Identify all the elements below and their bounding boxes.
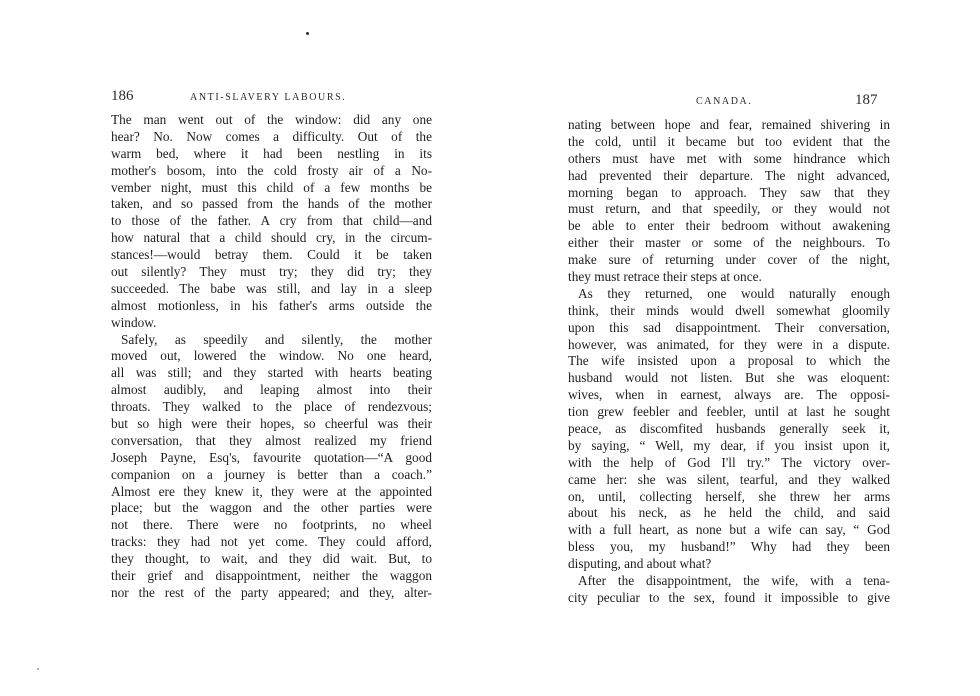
text-line: taken, and so passed from the hands of the mother (111, 196, 432, 212)
text-line: nating between hope and fear, remained shivering in (568, 117, 890, 132)
text-line: almost motionless, in his father's arms outside the (111, 297, 432, 313)
text-line: either their master or some of the neighbours. To (568, 235, 890, 251)
text-line: by saying, “ Well, my dear, if you insist upon it, (568, 437, 890, 453)
text-line: make sure of returning under cover of the night, (568, 252, 890, 268)
text-line: Joseph Payne, Esq's, favourite quotation—“A good (111, 449, 432, 465)
text-line: out silently? They must try; they did try; they (111, 264, 432, 280)
text-line: The wife insisted upon a proposal to which the (568, 353, 890, 369)
text-line: place; but the waggon and the other parties were (111, 500, 432, 516)
text-line: how natural that a child should cry, in the circum- (111, 230, 432, 246)
text-line: moved out, lowered the window. No one heard, (111, 348, 432, 364)
text-line: almost audibly, and leaping almost into their (111, 382, 432, 398)
text-line: mother's bosom, into the cold frosty air of a No- (111, 162, 432, 178)
text-line: stances!—would betray them. Could it be taken (111, 247, 432, 263)
left-running-head: ANTI-SLAVERY LABOURS. (190, 92, 347, 103)
text-line: about his neck, as he held the child, and said (568, 505, 890, 521)
text-line: came her: she was silent, tearful, and they walked (568, 471, 890, 487)
scan-speck (37, 668, 39, 670)
right-running-head: CANADA. (696, 96, 753, 107)
text-line: wives, when in earnest, always are. The opposi- (568, 387, 890, 403)
left-body-text (111, 112, 432, 602)
text-line: window. (111, 314, 157, 330)
left-page-number: 186 (111, 88, 134, 104)
text-line: Safely, as speedily and silently, the mother (121, 331, 432, 347)
right-page-number: 187 (855, 92, 878, 108)
text-line: bless you, my husband!” Why had they been (568, 539, 890, 555)
text-line: be able to enter their bedroom without awakening (568, 218, 890, 234)
text-line: As they returned, one would naturally enough (578, 285, 890, 301)
scan-speck (306, 32, 309, 35)
text-line: throats. They walked to the place of rendezvous; (111, 399, 432, 415)
text-line: Almost ere they knew it, they were at the appointed (111, 483, 432, 499)
text-line: warm bed, where it had been nestling in its (111, 145, 432, 161)
text-line: not there. There were no footprints, no wheel (111, 517, 432, 533)
right-body-text (568, 117, 890, 607)
text-line: succeeded. The babe was still, and lay in a sleep (111, 280, 432, 296)
text-line: vember night, must this child of a few months be (111, 179, 432, 195)
text-line: all was still; and they started with hearts beating (111, 365, 432, 381)
text-line: think, their minds would dwell somewhat gloomily (568, 302, 890, 318)
text-line: conversation, that they almost realized my friend (111, 432, 432, 448)
text-line: upon this sad disappointment. Their conversation, (568, 319, 890, 335)
text-line: with a full heart, as none but a wife can say, “ God (568, 522, 890, 538)
text-line: but so high were their hopes, so cheerful was their (111, 416, 432, 432)
text-line: to those of the father. A cry from that child—and (111, 213, 432, 229)
text-line: city peculiar to the sex, found it impossible to give (568, 589, 890, 605)
text-line: must return, and that speedily, or they would not (568, 201, 890, 217)
text-line: with the help of God I'll try.” The victory over- (568, 454, 890, 470)
text-line: hear? No. Now comes a difficulty. Out of the (111, 128, 432, 144)
text-line: had prevented their departure. The night advanced, (568, 167, 890, 183)
text-line: companion on a journey is better than a coach.” (111, 466, 432, 482)
text-line: others must have met with some hindrance which (568, 150, 890, 166)
text-line: After the disappointment, the wife, with a tena- (578, 573, 890, 589)
text-line: they thought, to wait, and they did wait. But, to (111, 551, 432, 567)
text-line: they must retrace their steps at once. (568, 269, 762, 285)
text-line: husband would not listen. But she was eloquent: (568, 370, 890, 386)
text-line: their grief and disappointment, neither the waggon (111, 568, 432, 584)
text-line: however, was animated, for they were in a dispute. (568, 336, 890, 352)
text-line: The man went out of the window: did any one (111, 112, 432, 127)
text-line: on, until, collecting herself, she threw her arms (568, 488, 890, 504)
text-line: morning began to approach. They saw that they (568, 184, 890, 200)
right-page (490, 0, 980, 696)
text-line: tracks: they had not yet come. They could afford, (111, 534, 432, 550)
text-line: peace, as discomfited husbands generally seek it, (568, 421, 890, 437)
text-line: tion grew feebler and feebler, until at last he sought (568, 404, 890, 420)
text-line: nor the rest of the party appeared; and they, alter- (111, 584, 432, 600)
text-line: the cold, until it became but too evident that the (568, 133, 890, 149)
text-line: disputing, and about what? (568, 556, 712, 572)
